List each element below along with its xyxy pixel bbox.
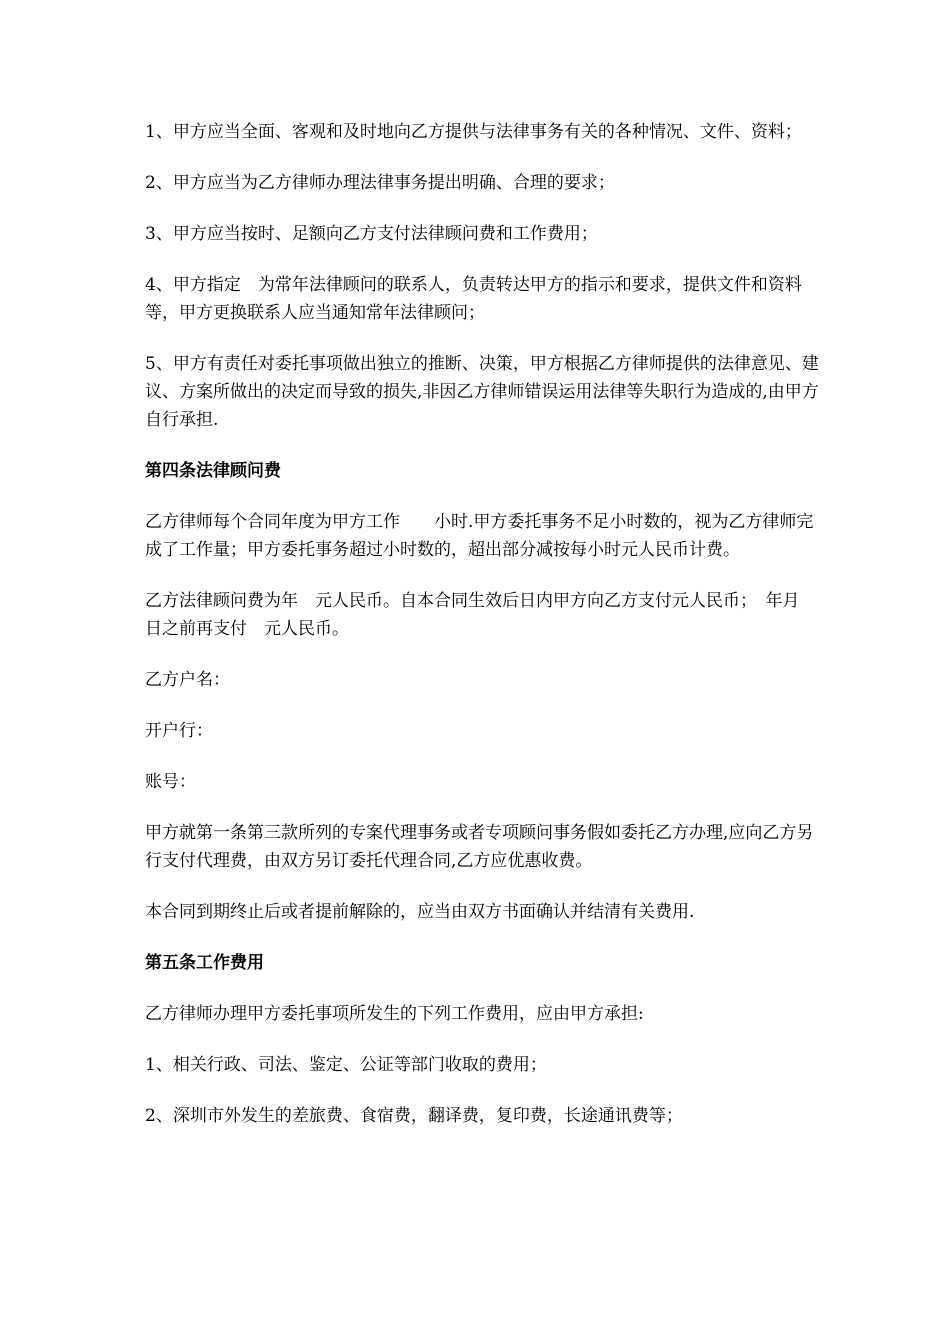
paragraph-account-name: 乙方户名：	[145, 670, 230, 690]
paragraph-expenses-intro: 乙方律师办理甲方委托事项所发生的下列工作费用，应由甲方承担:	[145, 1004, 644, 1024]
paragraph-expense-2: 2、深圳市外发生的差旅费、食宿费，翻译费，复印费，长途通讯费等；	[145, 1106, 683, 1126]
paragraph-account-number: 账号：	[145, 772, 196, 792]
section-heading-article-4: 第四条法律顾问费	[145, 461, 281, 481]
paragraph-settlement: 本合同到期终止后或者提前解除的，应当由双方书面确认并结清有关费用.	[145, 902, 695, 922]
paragraph-working-hours: 乙方律师每个合同年度为甲方工作 小时.甲方委托事务不足小时数的，视为乙方律师完成了工作量；甲方委托事务超过小时数的，超出部分减按每小时元人民币计费。	[145, 512, 814, 560]
paragraph-expense-1: 1、相关行政、司法、鉴定、公证等部门收取的费用；	[145, 1055, 547, 1075]
paragraph-client-duty-2: 2、甲方应当为乙方律师办理法律事务提出明确、合理的要求；	[145, 173, 615, 193]
paragraph-client-duty-1: 1、甲方应当全面、客观和及时地向乙方提供与法律事务有关的各种情况、文件、资料；	[145, 122, 802, 142]
document-page	[145, 118, 834, 1153]
paragraph-special-agency-fee: 甲方就第一条第三款所列的专案代理事务或者专项顾问事务假如委托乙方办理,应向乙方另行支付代理费，由双方另订委托代理合同,乙方应优惠收费。	[145, 823, 814, 871]
paragraph-fee-amount: 乙方法律顾问费为年 元人民币。自本合同生效后日内甲方向乙方支付元人民币； 年月 日之前再支付 元人民币。	[145, 591, 834, 639]
paragraph-bank: 开户行：	[145, 721, 213, 741]
paragraph-client-duty-5: 5、甲方有责任对委托事项做出独立的推断、决策，甲方根据乙方律师提供的法律意见、建议、方案所做出的决定而导致的损失,非因乙方律师错误运用法律等失职行为造成的,由甲方自行承担.	[145, 354, 819, 430]
paragraph-client-duty-3: 3、甲方应当按时、足额向乙方支付法律顾问费和工作费用；	[145, 224, 598, 244]
paragraph-client-duty-4: 4、甲方指定 为常年法律顾问的联系人，负责转达甲方的指示和要求，提供文件和资料等，甲方更换联系人应当通知常年法律顾问；	[145, 275, 802, 323]
section-heading-article-5: 第五条工作费用	[145, 953, 264, 973]
